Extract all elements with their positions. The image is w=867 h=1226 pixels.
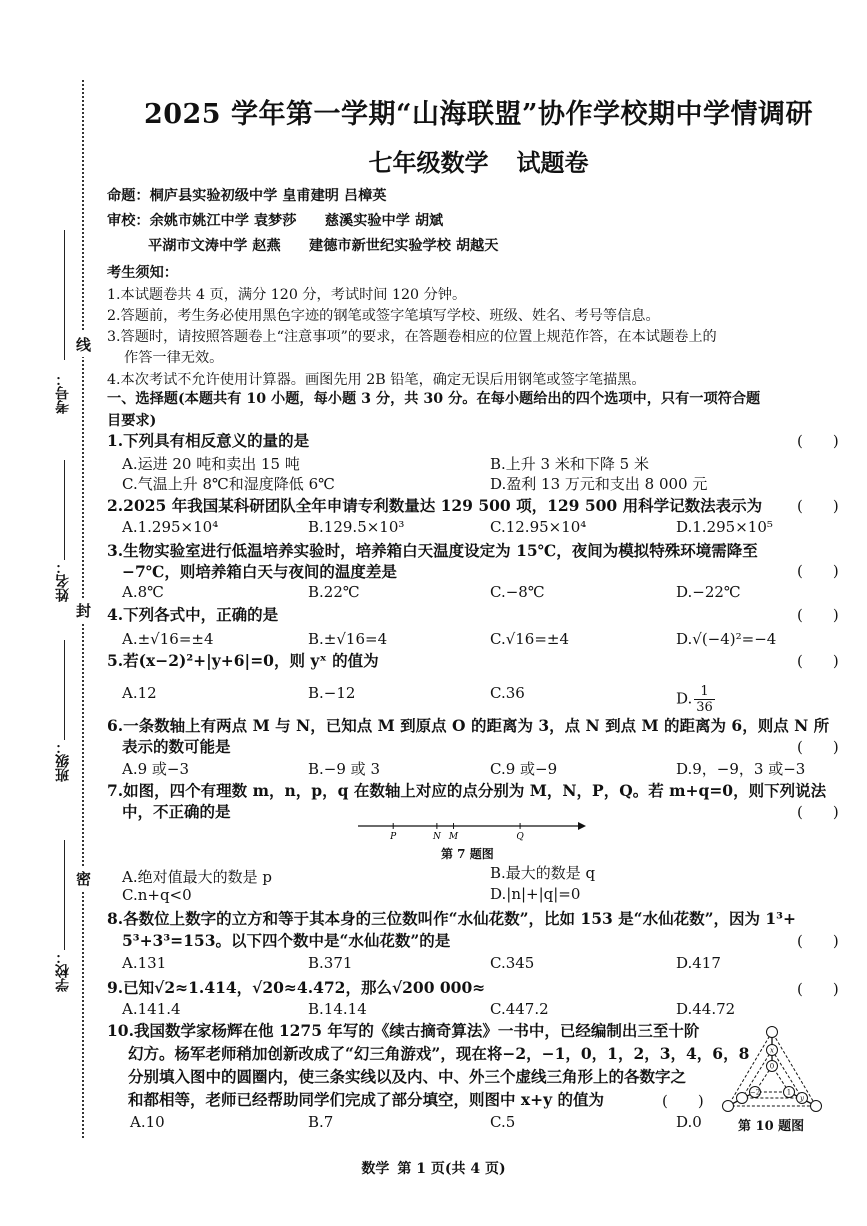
q6-stem: 6.一条数轴上有两点 M 与 N，已知点 M 到原点 O 的距离为 3，点 N 到点 M 的距离为 6，则点 N 所 [107, 716, 830, 735]
triangle-node-0: 0 [769, 1062, 775, 1071]
q9-stem: 9.已知√2≈1.414，√20≈4.472，那么√200 000≈ [107, 978, 486, 997]
number-line-label-P: P [390, 832, 397, 842]
q8-stem: 8.各数位上数字的立方和等于其本身的三位数叫作“水仙花数”，比如 153 是“水仙花数”，因为 1³+ [107, 909, 796, 928]
q10-option-c: C.5 [490, 1113, 516, 1131]
name-label: 姓名： [55, 560, 71, 602]
q1-option-a: A.运进 20 吨和卖出 15 吨 [122, 455, 300, 473]
q2-stem: 2.2025 年我国某科研团队全年申请专利数量达 129 500 项，129 500 用科学记数法表示为 [107, 496, 763, 515]
credits-line3: 平湖市文涛中学 赵燕 建德市新世纪实验学校 胡越天 [148, 238, 499, 254]
name-line[interactable] [64, 460, 65, 560]
q7-stem: 7.如图，四个有理数 m，n，p，q 在数轴上对应的点分别为 M，N，P，Q。若 m+q=0，则下列说法 [107, 781, 827, 800]
name-field [20, 560, 80, 640]
q9-answer-paren[interactable]: ( ) [797, 980, 839, 998]
number-line-label-Q: Q [516, 832, 524, 842]
notice-item: 3.答题时，请按照答题卷上“注意事项”的要求，在答题卷相应的位置上规范作答，在本试题卷上的 [107, 329, 717, 345]
circle-node [767, 1027, 778, 1038]
exam-subtitle [90, 143, 867, 178]
q3-stem-cont: −7℃，则培养箱白天与夜间的温度差是 [122, 562, 397, 581]
q6-option-c: C.9 或−9 [490, 760, 558, 778]
q10-stem-cont: 分别填入图中的圆圈内，使三条实线以及内、中、外三个虚线三角形上的各数字之 [128, 1067, 687, 1086]
q7-answer-paren[interactable]: ( ) [797, 803, 839, 821]
q10-answer-paren[interactable]: ( ) [662, 1092, 704, 1110]
q1-option-b: B.上升 3 米和下降 5 米 [490, 455, 649, 473]
q10-stem-cont: 幻方。杨军老师稍加创新改成了“幻三角游戏”，现在将−2，−1，0，1，2，3，4，6，8 [128, 1044, 750, 1063]
number-line-label-N: N [432, 832, 441, 842]
q8-option-a: A.131 [122, 954, 167, 972]
q1-answer-paren[interactable]: ( ) [797, 432, 839, 450]
q7-option-c: C.n+q<0 [122, 886, 192, 904]
triangle-node-minus2: −2 [749, 1088, 761, 1097]
q5-option-d-letter: D. [676, 689, 693, 708]
notice-heading: 考生须知： [107, 265, 178, 281]
q10-figure-caption: 第 10 题图 [738, 1119, 805, 1134]
q5-option-c: C.36 [490, 684, 525, 702]
q4-option-d: D.√(−4)²=−4 [676, 630, 777, 648]
q8-stem-cont: 5³+3³=153。以下四个数中是“水仙花数”的是 [122, 931, 451, 950]
number-line-arrow [578, 822, 586, 830]
circle-node [723, 1101, 734, 1112]
mark-seal: 封 [76, 598, 90, 623]
school-label: 学校： [55, 950, 71, 992]
notice-item: 2.答题前，考生务必使用黑色字迹的钢笔或签字笔填写学校、班级、姓名、考号等信息。 [107, 308, 660, 324]
q1-stem: 1.下列具有相反意义的量的是 [107, 431, 310, 450]
q8-option-b: B.371 [308, 954, 353, 972]
exam-number-line[interactable] [64, 230, 65, 360]
q6-answer-paren[interactable]: ( ) [797, 738, 839, 756]
q1-option-d: D.盈利 13 万元和支出 8 000 元 [490, 475, 708, 493]
q10-stem: 10.我国数学家杨辉在他 1275 年写的《续古摘奇算法》一书中，已经编制出三至十阶 [107, 1021, 700, 1040]
q4-option-a: A.±√16=±4 [122, 630, 214, 648]
q4-option-c: C.√16=±4 [490, 630, 570, 648]
class-line[interactable] [64, 640, 65, 740]
q8-option-c: C.345 [490, 954, 535, 972]
q7-option-a: A.绝对值最大的数是 p [122, 868, 272, 886]
q6-stem-cont: 表示的数可能是 [122, 737, 231, 756]
credits-line1: 命题：桐庐县实验初级中学 皇甫建明 吕樟英 [107, 188, 387, 204]
q2-answer-paren[interactable]: ( ) [797, 497, 839, 515]
q10-option-d: D.0 [676, 1113, 702, 1131]
q4-stem: 4.下列各式中，正确的是 [107, 605, 279, 624]
q8-option-d: D.417 [676, 954, 721, 972]
q9-option-b: B.14.14 [308, 1000, 367, 1018]
q7-figure-caption: 第 7 题图 [441, 847, 494, 861]
q10-option-b: B.7 [308, 1113, 334, 1131]
school-line[interactable] [64, 840, 65, 950]
circle-node [737, 1093, 748, 1104]
class-field [20, 740, 80, 820]
q2-option-b: B.129.5×10³ [308, 518, 405, 536]
q2-option-a: A.1.295×10⁴ [122, 518, 219, 536]
q9-option-a: A.141.4 [122, 1000, 181, 1018]
q10-option-a: A.10 [130, 1113, 165, 1131]
q6-option-d: D.9，−9，3 或−3 [676, 760, 806, 778]
q3-option-b: B.22℃ [308, 583, 360, 601]
q9-option-c: C.447.2 [490, 1000, 549, 1018]
q3-stem: 3.生物实验室进行低温培养实验时，培养箱白天温度设定为 15℃，夜间为模拟特殊环境需降至 [107, 541, 758, 560]
credits-line2: 审校：余姚市姚江中学 袁梦莎 慈溪实验中学 胡斌 [107, 213, 444, 229]
school-field [20, 950, 80, 1030]
q6-option-b: B.−9 或 3 [308, 760, 380, 778]
mark-line: 线 [76, 332, 90, 357]
q5-option-a: A.12 [122, 684, 157, 702]
q3-option-c: C.−8℃ [490, 583, 545, 601]
q5-d-numerator: 1 [694, 684, 715, 700]
mark-close: 密 [76, 866, 90, 891]
q5-answer-paren[interactable]: ( ) [797, 652, 839, 670]
q5-stem: 5.若(x−2)²+|y+6|=0，则 yˣ 的值为 [107, 651, 379, 670]
footer-page: 第 1 页(共 4 页) [397, 1161, 506, 1177]
notice-item: 1.本试题卷共 4 页，满分 120 分，考试时间 120 分钟。 [107, 287, 467, 303]
section-heading-cont: 目要求) [107, 413, 157, 429]
q8-answer-paren[interactable]: ( ) [797, 932, 839, 950]
triangle-node-1: 1 [786, 1088, 792, 1097]
q9-option-d: D.44.72 [676, 1000, 736, 1018]
exam-title: 2025 学年第一学期“山海联盟”协作学校期中学情调研 [143, 99, 814, 130]
q7-option-d: D.|n|+|q|=0 [490, 885, 581, 903]
section-heading: 一、选择题(本题共有 10 小题，每小题 3 分，共 30 分。在每小题给出的四个选项中，只有一项符合题 [107, 391, 761, 407]
q1-option-c: C.气温上升 8℃和湿度降低 6℃ [122, 475, 335, 493]
page-footer [0, 1158, 867, 1178]
q5-d-denominator: 36 [696, 700, 713, 715]
notice-item: 作答一律无效。 [124, 350, 224, 366]
footer-subject: 数学 [361, 1161, 390, 1177]
class-label: 班级： [55, 740, 71, 782]
q5-option-d [676, 684, 715, 715]
exam-number-label: 考号： [55, 372, 71, 414]
q4-answer-paren[interactable]: ( ) [797, 606, 839, 624]
exam-number-field [20, 360, 80, 480]
q7-option-b: B.最大的数是 q [490, 864, 596, 882]
q5-option-b: B.−12 [308, 684, 356, 702]
q7-stem-cont: 中，不正确的是 [122, 802, 231, 821]
q4-option-b: B.±√16=4 [308, 630, 388, 648]
q6-option-a: A.9 或−3 [122, 760, 190, 778]
circle-node [811, 1101, 822, 1112]
triangle-node-y: y [800, 1094, 804, 1103]
q3-answer-paren[interactable]: ( ) [797, 562, 839, 580]
q3-option-a: A.8℃ [122, 583, 164, 601]
notice-item: 4.本次考试不允许使用计算器。画图先用 2B 铅笔，确定无误后用钢笔或签字笔描黑。 [107, 372, 646, 388]
subtitle-type: 试题卷 [516, 148, 589, 177]
q10-stem-cont: 和都相等，老师已经帮助同学们完成了部分填空，则图中 x+y 的值为 [128, 1090, 605, 1109]
q7-number-line-figure [356, 818, 588, 844]
q2-option-c: C.12.95×10⁴ [490, 518, 587, 536]
subtitle-subject: 七年级数学 [368, 148, 489, 177]
q2-option-d: D.1.295×10⁵ [676, 518, 773, 536]
q3-option-d: D.−22℃ [676, 583, 741, 601]
q10-magic-triangle-figure [722, 1022, 826, 1114]
triangle-node-x: x [770, 1046, 774, 1055]
number-line-label-M: M [448, 832, 459, 842]
